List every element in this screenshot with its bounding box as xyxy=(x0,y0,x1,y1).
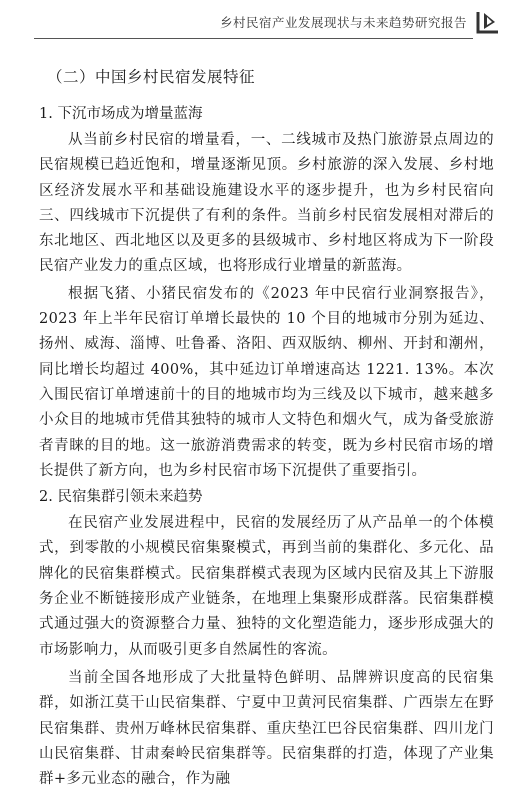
section-heading: （二）中国乡村民宿发展特征 xyxy=(47,68,256,86)
subsection-heading-2: 2. 民宿集群引领未来趋势 xyxy=(39,489,203,506)
running-title: 乡村民宿产业发展现状与未来趋势研究报告 xyxy=(219,15,467,30)
page-body xyxy=(39,66,494,792)
chapter-corner-logo-icon xyxy=(475,10,501,34)
paragraph: 从当前乡村民宿的增量看，一、二线城市及热门旅游景点周边的民宿规模已趋近饱和，增量逐渐见顶。乡村旅游的深入发展、乡村地区经济发展水平和基础设施建设水平的逐步提升，也为乡村民宿向三、四线城市下沉提供了有利的条件。当前乡村民宿发展相对滞后的东北地区、西北地区以及更多的县级城市、乡村地区将成为下一阶段民宿产业发力的重点区域，也将形成行业增量的新蓝海。 xyxy=(39,132,494,275)
subsection-heading-1: 1. 下沉市场成为增量蓝海 xyxy=(39,106,203,122)
paragraph: 根据飞猪、小猪民宿发布的《2023 年中民宿行业洞察报告》，2023 年上半年民宿订单增长最快的 10 个目的地城市分别为延边、扬州、威海、淄博、吐鲁番、洛阳、西双版纳、柳州、开封和潮州，同比增长均超过 400%，其中延边订单增速高达 1221. 13%。本次入围民宿订单增速前十的目的地城市均为三线及以下城市，越来越多小众目的地城市凭借其独特的城市人文特色和烟火气，成为备受旅游者青睐的目的地。这一旅游消费需求的转变，既为乡村民宿市场的增长提供了新方向，也为乡村民宿市场下沉提供了重要指引。 xyxy=(39,285,494,479)
paragraph: 当前全国各地形成了大批量特色鲜明、品牌辨识度高的民宿集群，如浙江莫干山民宿集群、宁夏中卫黄河民宿集群、广西崇左在野民宿集群、贵州万峰林民宿集群、重庆垫江巴谷民宿集群、四川龙门山民宿集群、甘肃秦岭民宿集群等。民宿集群的打造，体现了产业集群+多元业态的融合，作为融 xyxy=(39,669,494,788)
header-rule xyxy=(34,38,473,39)
page-header xyxy=(0,0,513,44)
paragraph: 在民宿产业发展进程中，民宿的发展经历了从产品单一的个体模式，到零散的小规模民宿集聚模式，再到当前的集群化、多元化、品牌化的民宿集群模式。民宿集群模式表现为区域内民宿及其上下游服务企业不断链接形成产业链条，在地理上集聚形成群落。民宿集群模式通过强大的资源整合力量、独特的文化塑造能力，逐步形成强大的市场影响力，从而吸引更多自然属性的客流。 xyxy=(39,515,494,658)
